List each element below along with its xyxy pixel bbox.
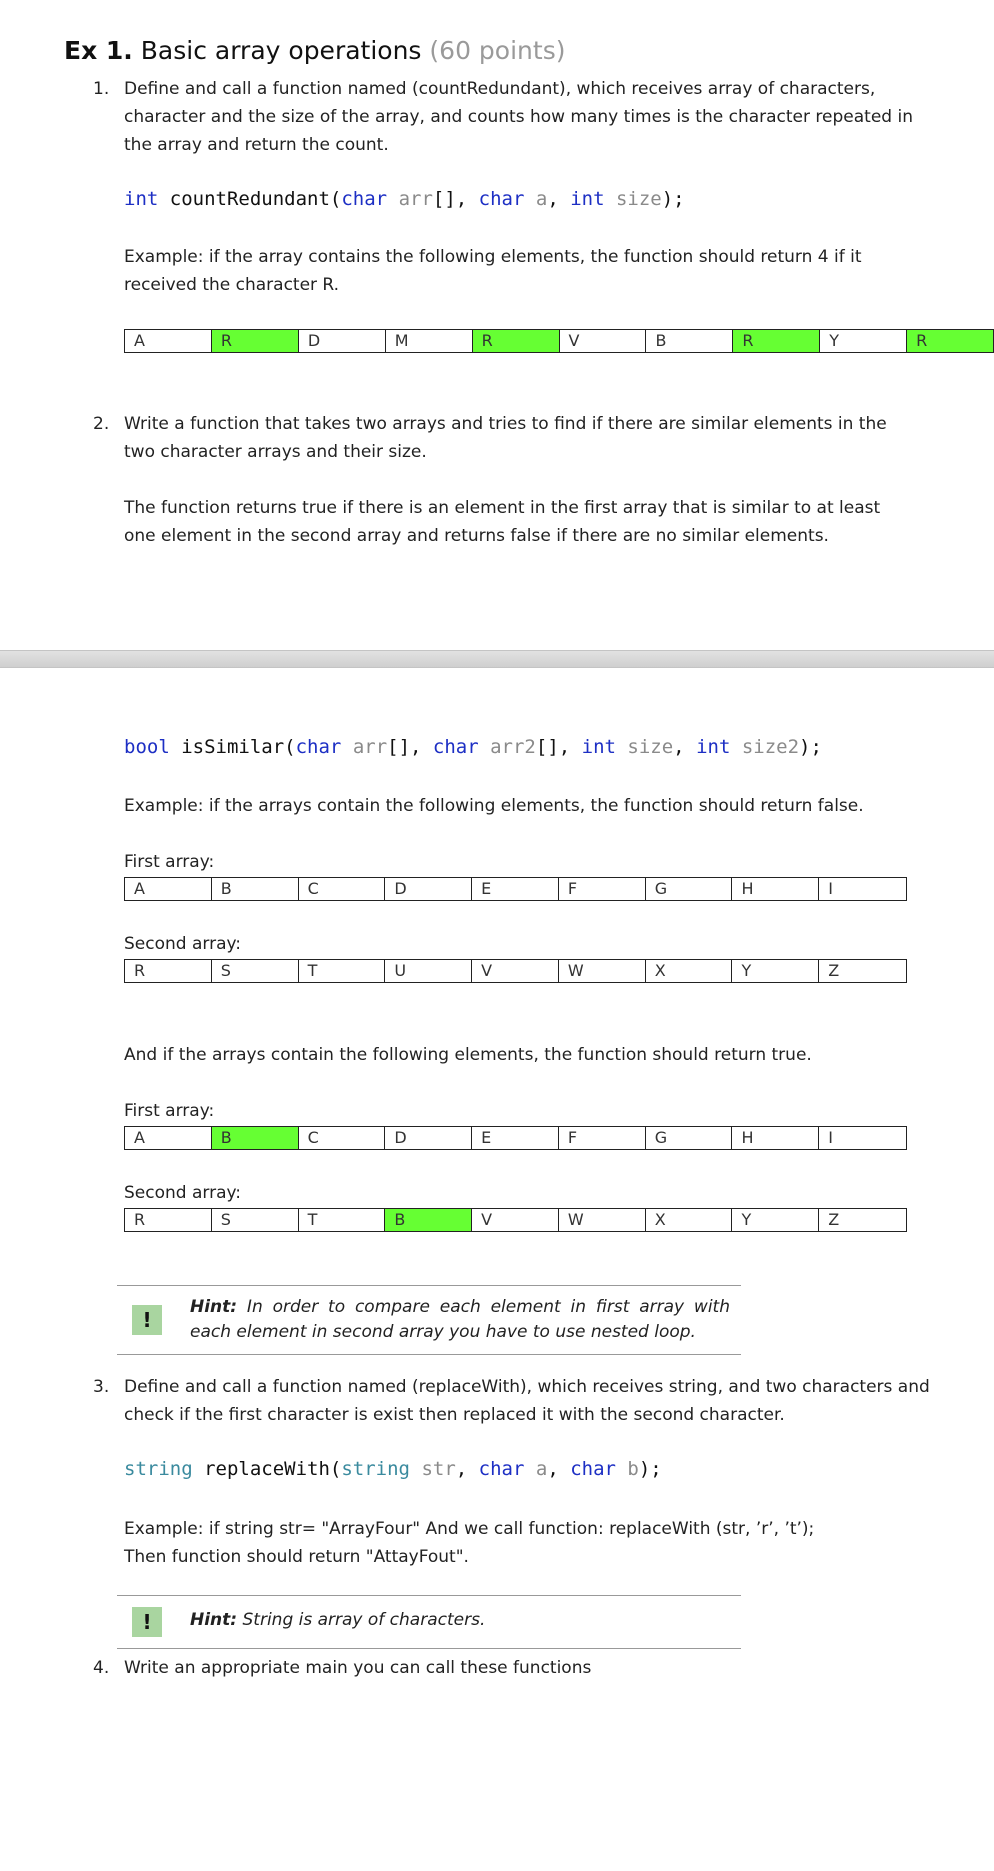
item-2-text-2: The function returns true if there is an element in the first array that is similar to at least one element in the second array and returns false if there are no similar elements.: [124, 498, 881, 546]
code-token: string: [124, 1458, 193, 1480]
hint-label: Hint:: [190, 1610, 238, 1630]
second-array-label: Second array:: [124, 934, 242, 954]
array-cell: X: [646, 1209, 733, 1231]
array-cell: R: [125, 960, 212, 982]
code-token: int: [581, 736, 616, 758]
array-cell: T: [299, 1209, 386, 1231]
code-token: bool: [124, 736, 170, 758]
array-cell-highlight: B: [385, 1209, 472, 1231]
array-cell: V: [472, 1209, 559, 1231]
array-cell: F: [559, 878, 646, 900]
item-1-number: 1.: [93, 79, 110, 99]
code-token: int: [124, 188, 159, 210]
page-title: [64, 34, 565, 68]
array-cell-highlight: R: [907, 330, 994, 352]
array-cell: R: [125, 1209, 212, 1231]
item-4-number: 4.: [93, 1658, 110, 1678]
exclamation-icon: !: [132, 1305, 162, 1335]
array-cell: D: [299, 330, 386, 352]
code-token: string: [341, 1458, 410, 1480]
array-cell: U: [385, 960, 472, 982]
code-token: isSimilar(: [169, 736, 296, 758]
hint-text: [190, 1295, 730, 1345]
item-3-example-line-1: Example: if string str= "ArrayFour" And we call function: replaceWith (str, ’r’, ’t’);: [124, 1519, 815, 1539]
array-cell: C: [299, 878, 386, 900]
array-cell: H: [732, 878, 819, 900]
code-token: );: [661, 188, 685, 210]
code-token: ,: [673, 736, 697, 758]
code-token: size: [604, 188, 662, 210]
item-3-example-line-2: Then function should return "AttayFout".: [124, 1547, 469, 1567]
array-count-example: [124, 329, 994, 353]
array-cell-highlight: R: [212, 330, 299, 352]
code-count-redundant: [124, 186, 685, 212]
code-token: b: [615, 1458, 639, 1480]
code-token: [],: [535, 736, 582, 758]
hint-box-string: [117, 1595, 741, 1649]
array-cell: I: [819, 1127, 906, 1149]
array-cell: S: [212, 1209, 299, 1231]
code-token: [],: [432, 188, 479, 210]
code-token: );: [638, 1458, 662, 1480]
hint-body: In order to compare each element in first array with each element in second array you have to use nested loop.: [190, 1297, 730, 1342]
page-break: [0, 650, 994, 668]
code-token: a: [524, 1458, 548, 1480]
array-cell: X: [646, 960, 733, 982]
code-token: ,: [547, 188, 571, 210]
array-cell: A: [125, 878, 212, 900]
array-false-first: [124, 877, 907, 901]
array-cell: G: [646, 878, 733, 900]
code-token: a: [524, 188, 548, 210]
code-token: replaceWith(: [192, 1458, 342, 1480]
array-cell: W: [559, 960, 646, 982]
array-cell: D: [385, 878, 472, 900]
item-3-text: Define and call a function named (replaceWith), which receives string, and two characters and check if the first character is exist then replaced it with the second character.: [124, 1377, 930, 1425]
array-cell: M: [386, 330, 473, 352]
code-token: countRedundant(: [158, 188, 342, 210]
second-array-label: Second array:: [124, 1183, 242, 1203]
code-token: int: [696, 736, 731, 758]
code-token: char: [478, 188, 525, 210]
first-array-label: First array:: [124, 852, 215, 872]
array-cell: Y: [732, 1209, 819, 1231]
item-3-number: 3.: [93, 1377, 110, 1397]
code-token: arr: [341, 736, 388, 758]
code-token: ,: [547, 1458, 571, 1480]
code-token: char: [295, 736, 342, 758]
array-cell-highlight: R: [473, 330, 560, 352]
code-token: );: [799, 736, 822, 758]
array-true-second: [124, 1208, 907, 1232]
code-token: size2: [730, 736, 800, 758]
array-cell: B: [646, 330, 733, 352]
array-cell: B: [212, 878, 299, 900]
exercise-points: (60 points): [429, 36, 566, 65]
array-cell: T: [299, 960, 386, 982]
code-is-similar: [124, 734, 822, 760]
array-cell: E: [472, 878, 559, 900]
array-cell: W: [559, 1209, 646, 1231]
code-token: char: [570, 1458, 616, 1480]
code-token: char: [478, 1458, 525, 1480]
array-cell: V: [472, 960, 559, 982]
hint-body: String is array of characters.: [237, 1610, 486, 1630]
code-token: arr2: [478, 736, 536, 758]
array-cell-highlight: R: [733, 330, 820, 352]
array-cell: Z: [819, 1209, 906, 1231]
array-cell: C: [299, 1127, 386, 1149]
item-2-number: 2.: [93, 414, 110, 434]
first-array-label: First array:: [124, 1101, 215, 1121]
array-cell: H: [732, 1127, 819, 1149]
array-cell: F: [559, 1127, 646, 1149]
array-cell: D: [385, 1127, 472, 1149]
code-token: [],: [387, 736, 433, 758]
array-cell: S: [212, 960, 299, 982]
example-true-text: And if the arrays contain the following elements, the function should return true.: [124, 1045, 812, 1065]
item-2-text: Write a function that takes two arrays and tries to find if there are similar elements in the two character arrays and their size.: [124, 414, 887, 462]
array-cell: A: [125, 1127, 212, 1149]
code-token: int: [570, 188, 605, 210]
array-cell: V: [560, 330, 647, 352]
hint-label: Hint:: [190, 1297, 238, 1317]
item-4-text: Write an appropriate main you can call these functions: [124, 1658, 592, 1678]
item-1-example: Example: if the array contains the following elements, the function should return 4 if it received the character R.: [124, 247, 862, 295]
exercise-label: Ex 1.: [64, 36, 133, 65]
hint-box-nested-loop: [117, 1285, 741, 1355]
array-true-first: [124, 1126, 907, 1150]
array-cell: E: [472, 1127, 559, 1149]
exercise-heading: Basic array operations: [140, 36, 422, 65]
array-cell: Z: [819, 960, 906, 982]
code-token: str: [410, 1458, 456, 1480]
array-cell: G: [646, 1127, 733, 1149]
array-cell-highlight: B: [212, 1127, 299, 1149]
array-cell: A: [125, 330, 212, 352]
item-1-text: Define and call a function named (countRedundant), which receives array of characters, character and the size of the array, and counts how many times is the character repeated in the array and return the count.: [124, 79, 913, 155]
code-token: char: [432, 736, 479, 758]
code-replace-with: [124, 1456, 662, 1482]
array-cell: I: [819, 878, 906, 900]
code-token: char: [341, 188, 388, 210]
code-token: arr: [387, 188, 433, 210]
code-token: ,: [455, 1458, 479, 1480]
code-token: size: [615, 736, 674, 758]
array-cell: Y: [820, 330, 907, 352]
array-cell: Y: [732, 960, 819, 982]
exclamation-icon: !: [132, 1607, 162, 1637]
example-false-text: Example: if the arrays contain the following elements, the function should return false.: [124, 796, 864, 816]
array-false-second: [124, 959, 907, 983]
hint-text: [190, 1608, 730, 1633]
